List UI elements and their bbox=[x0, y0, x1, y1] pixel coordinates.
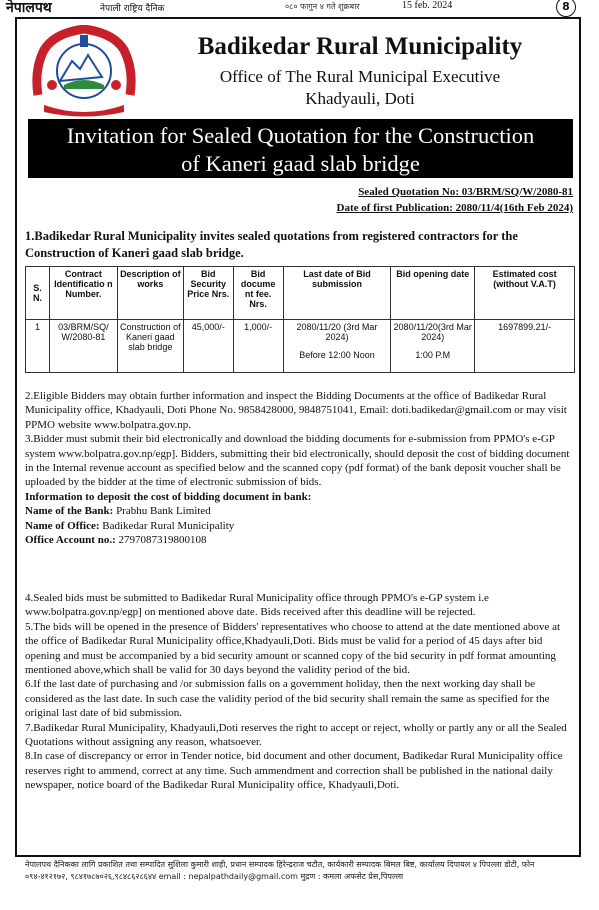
publisher-footer: नेपालपथ दैनिकका लागि प्रकाशित तथा सम्पादित सुशिला कुमारी शाही, प्रधान सम्पादक हिरेन्द्रराज चटौत, कार्यकारी सम्पादक बिमल बिष्ट, कार्यालय दिपायल ४ पिपल्ला डोटी, फोन ०९४-४१२१७२, ९८४१७८७०२६,९८४८६२८६४४ email : nepalpathdaily@gmail.com मुद्रण : कमला अफसेट प्रेस,पिपल्ला bbox=[25, 860, 535, 881]
table-header: Contract Identificatio n Number. bbox=[49, 267, 117, 320]
notice-body-lower bbox=[25, 591, 573, 793]
cell-bid-security: 45,000/- bbox=[183, 320, 233, 373]
last-time-value: Before 12:00 Noon bbox=[299, 350, 375, 360]
opening-time-value: 1:00 P.M bbox=[415, 350, 451, 360]
paragraph-8: 8.In case of discrepancy or error in Tender notice, bid document and other document, Badikedar Rural Municipality office reserves right to ammend, correct at any time. Such ammendment and correction shall be published in the national daily newspaper, notice board of the Badikedar Rural Municipality office, Khadyauli,Doti. bbox=[25, 750, 563, 792]
intro-paragraph: 1.Badikedar Rural Municipality invites sealed quotations from registered contractors for the Construction of Kaneri gaad slab bridge. bbox=[25, 229, 518, 260]
first-publication-date: Date of first Publication: 2080/11/4(16th Feb 2024) bbox=[336, 202, 573, 214]
table-header: Estimated cost (without V.A.T) bbox=[475, 267, 575, 320]
table-header: Bid opening date bbox=[391, 267, 475, 320]
bid-table bbox=[25, 266, 575, 373]
cell-last-date bbox=[283, 320, 391, 373]
table-header-row bbox=[26, 267, 575, 320]
nepal-emblem-icon bbox=[30, 25, 138, 120]
paragraph-3: 3.Bidder must submit their bid electronically and download the bidding documents for e-submission from PPMO's e-GP system www.bolpatra.gov.np/egp]. Bidders, submitting their bid electronically, should deposit the cost of bidding document in the Internal revenue account as specified below and the scanned copy (pdf format) of the bank deposit voucher shall be uploaded by the bidder at the time of electronic submission of bids. bbox=[25, 433, 570, 489]
nepali-date: ०८० फागुन ४ गते शुक्रबार bbox=[285, 2, 360, 11]
paragraph-2: 2.Eligible Bidders may obtain further information and inspect the Bidding Documents at the office of Badikedar Rural Municipality office, Khadyauli, Doti Phone No. 9858428000, 9848751041, Email: doti.badikedar@gmail.com or may visit PPMO website www.bolpatra.gov.np. bbox=[25, 390, 567, 431]
account-value: 2797087319800108 bbox=[118, 534, 207, 547]
bank-name-label: Name of the Bank: bbox=[25, 505, 114, 518]
table-header: Bid Security Price Nrs. bbox=[183, 267, 233, 320]
paragraph-7: 7.Badikedar Rural Municipality, Khadyauli,Doti reserves the right to accept or reject, wholly or partly any or all the Sealed Quotations without assigning any reason, whatsoever. bbox=[25, 721, 567, 749]
english-date: 15 feb. 2024 bbox=[402, 0, 453, 11]
banner-line-1: Invitation for Sealed Quotation for the Construction bbox=[66, 123, 535, 148]
account-label: Office Account no.: bbox=[25, 534, 116, 547]
municipality-title: Badikedar Rural Municipality bbox=[197, 33, 523, 60]
last-date-value: 2080/11/20 (3rd Mar 2024) bbox=[296, 322, 378, 342]
cell-sn: 1 bbox=[26, 320, 50, 373]
table-header: Last date of Bid submission bbox=[283, 267, 391, 320]
bank-name-value: Prabhu Bank Limited bbox=[116, 505, 211, 518]
page-number: 8 bbox=[556, 0, 576, 17]
table-header: S. N. bbox=[26, 267, 50, 320]
table-header: Bid docume nt fee. Nrs. bbox=[233, 267, 283, 320]
office-name-line bbox=[25, 519, 573, 533]
office-subtitle: Office of The Rural Municipal Executive bbox=[219, 67, 501, 86]
bank-name-line bbox=[25, 504, 573, 518]
cell-estimated-cost: 1697899.21/- bbox=[475, 320, 575, 373]
office-name-value: Badikedar Rural Municipality bbox=[102, 519, 235, 532]
cell-document-fee: 1,000/- bbox=[233, 320, 283, 373]
notice-body-upper bbox=[25, 389, 573, 547]
banner-line-2: of Kaneri gaad slab bridge bbox=[181, 151, 420, 176]
account-line bbox=[25, 533, 573, 547]
location-subtitle: Khadyauli, Doti bbox=[305, 89, 415, 108]
bank-info-heading: Information to deposit the cost of bidding document in bank: bbox=[25, 490, 312, 503]
table-row bbox=[26, 320, 575, 373]
cell-contract-id: 03/BRM/SQ/ W/2080-81 bbox=[49, 320, 117, 373]
paragraph-6: 6.If the last date of purchasing and /or submission falls on a government holiday, then the next working day shall be considered as the last date. In such case the validity period of the bid security shall remain the same as specified for the original last date of bid submission. bbox=[25, 678, 550, 720]
newspaper-tagline: नेपाली राष्ट्रिय दैनिक bbox=[100, 4, 165, 14]
cell-description: Construction of Kaneri gaad slab bridge bbox=[117, 320, 183, 373]
office-name-label: Name of Office: bbox=[25, 519, 100, 532]
opening-date-value: 2080/11/20(3rd Mar 2024) bbox=[393, 322, 472, 342]
quotation-number: Sealed Quotation No: 03/BRM/SQ/W/2080-81 bbox=[358, 186, 573, 198]
table-header: Description of works bbox=[117, 267, 183, 320]
paragraph-5: 5.The bids will be opened in the presence of Bidders' representatives who choose to attend at the date mentioned above at the office of Badikedar Rural Municipality office,Khadyauli,Doti. Bids must be valid for a period of 45 days after bid opening and must be accompanied by a bid security amount or scanned copy of the bid security in pdf format amounting mentioned above,which shall be valid for 30 days beyond the validity period of the bid. bbox=[25, 620, 561, 677]
cell-opening-date bbox=[391, 320, 475, 373]
invitation-banner bbox=[28, 119, 573, 178]
paragraph-4: 4.Sealed bids must be submitted to Badikedar Rural Municipality office through PPMO's e-GP system i.e www.bolpatra.gov.np/egp] on mentioned above date. Bids received after this deadline will be rejected. bbox=[25, 592, 489, 619]
newspaper-topbar bbox=[0, 0, 599, 15]
newspaper-masthead: नेपालपथ bbox=[6, 0, 52, 16]
